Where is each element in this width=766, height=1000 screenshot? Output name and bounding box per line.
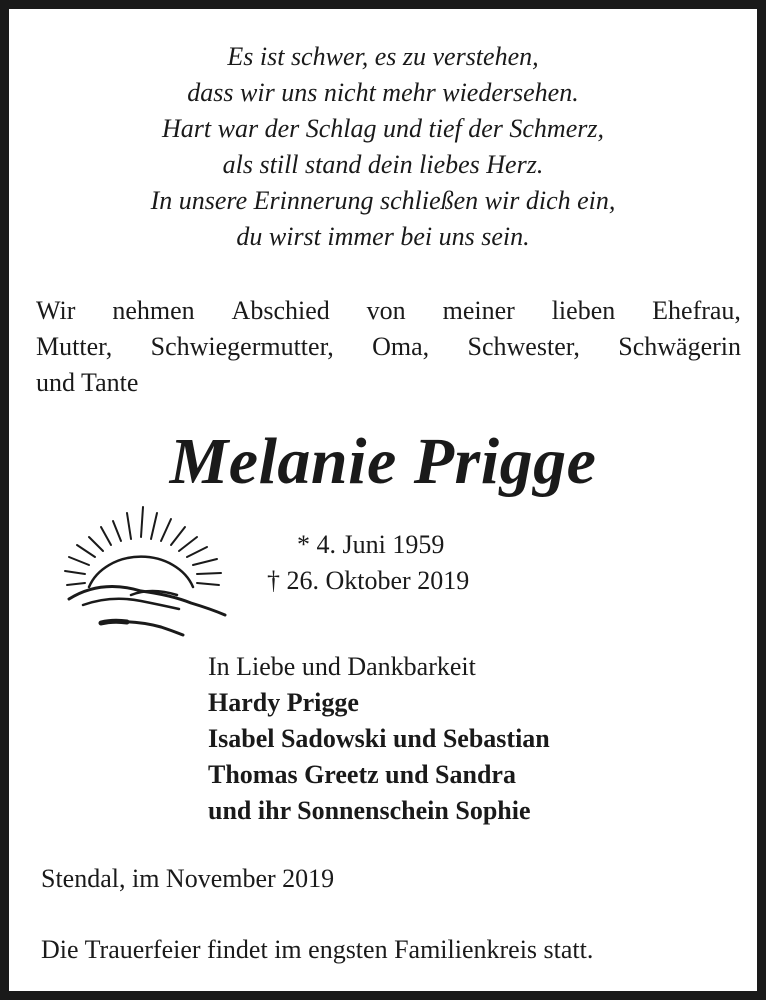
word: Oma, [372,332,430,361]
poem-line: In unsere Erinnerung schließen wir dich ein, [150,186,616,215]
poem-line: Hart war der Schlag und tief der Schmerz, [162,114,604,143]
word: von [366,296,406,325]
mourner-name: Isabel Sadowski und Sebastian [208,724,550,753]
farewell-line: und Tante [36,368,139,397]
life-dates [267,527,469,599]
word: nehmen [112,296,195,325]
word: Schwiegermutter, [150,332,334,361]
mourners-preface: In Liebe und Dankbarkeit [208,652,476,681]
farewell-line [36,293,741,329]
mourner-name: Thomas Greetz und Sandra [208,760,516,789]
word: lieben [551,296,616,325]
word: Mutter, [36,332,113,361]
poem-line: Es ist schwer, es zu verstehen, [227,42,539,71]
word: Ehefrau, [652,296,741,325]
birth-date: * 4. Juni 1959 [297,530,445,559]
poem-line: du wirst immer bei uns sein. [236,222,530,251]
place-and-date: Stendal, im November 2019 [41,864,335,893]
mourners-block [208,649,550,829]
word: Schwester, [467,332,580,361]
word: Abschied [231,296,330,325]
word: meiner [442,296,515,325]
funeral-note: Die Trauerfeier findet im engsten Familienkreis statt. [41,935,594,964]
poem-line: dass wir uns nicht mehr wiedersehen. [187,78,579,107]
mourner-name: und ihr Sonnenschein Sophie [208,796,531,825]
sunset-over-hills-icon [61,499,231,639]
mourner-name: Hardy Prigge [208,688,359,717]
farewell-line [36,329,741,365]
farewell-statement [36,293,741,401]
poem-line: als still stand dein liebes Herz. [222,150,544,179]
memorial-poem [9,39,757,255]
word: Schwägerin [618,332,741,361]
word: Wir [36,296,76,325]
deceased-name: Melanie Prigge [169,425,597,498]
death-date: † 26. Oktober 2019 [267,566,470,595]
